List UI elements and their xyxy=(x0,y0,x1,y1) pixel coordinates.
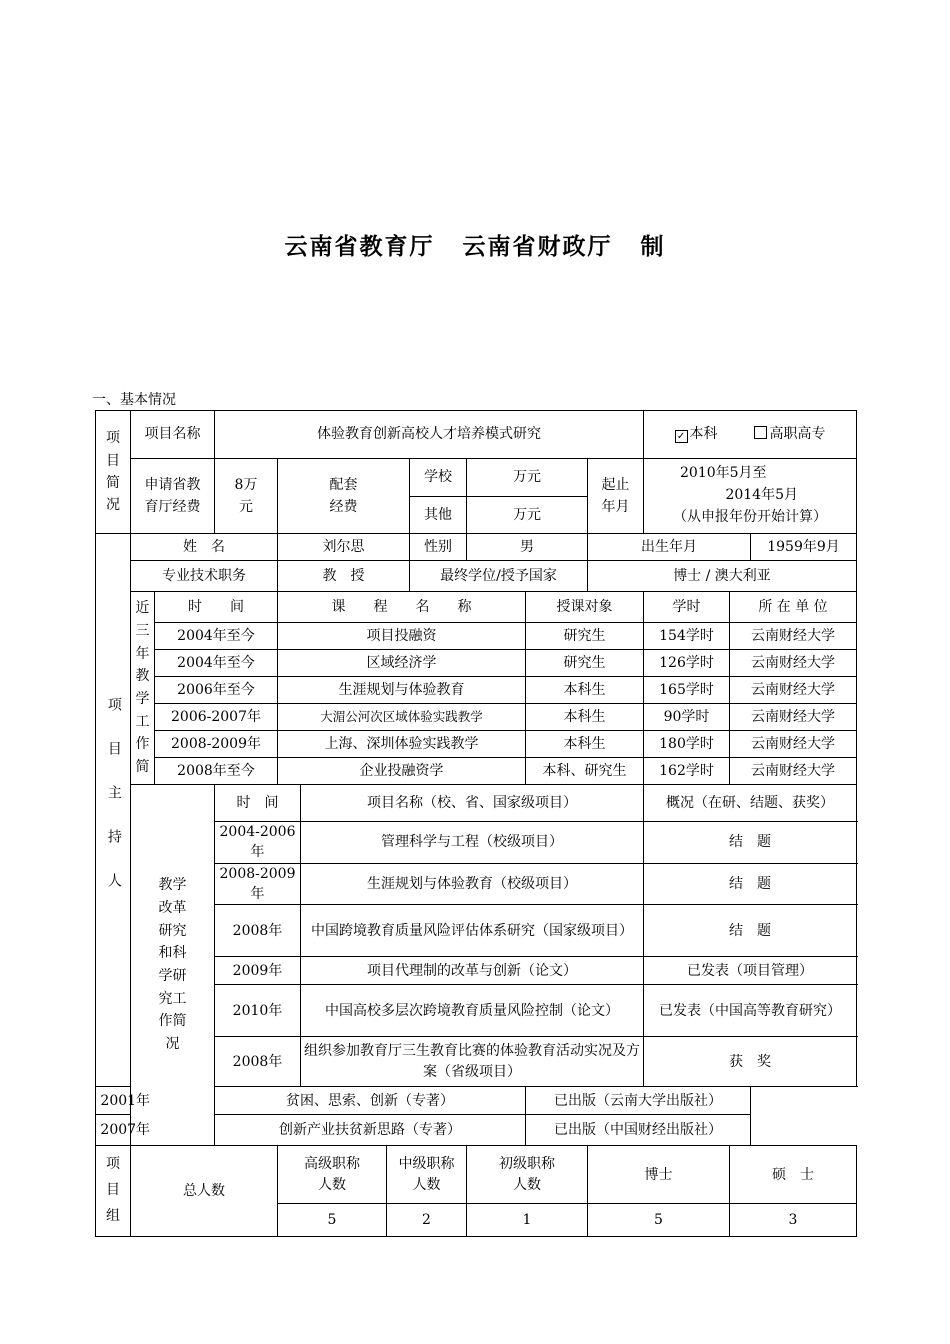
teaching-hours: 162学时 xyxy=(644,758,730,785)
research-name: 中国高校多层次跨境教育质量风险控制（论文） xyxy=(301,985,644,1037)
research-name: 项目代理制的改革与创新（论文） xyxy=(301,957,644,985)
teaching-hours: 90学时 xyxy=(644,704,730,731)
teaching-header-time: 时 间 xyxy=(155,592,278,623)
table-row xyxy=(96,731,857,758)
unchecked-checkbox-icon xyxy=(754,426,767,439)
team-value-middle: 2 xyxy=(387,1204,467,1237)
research-status: 已发表（中国高等教育研究） xyxy=(644,985,857,1037)
research-header-time: 时 间 xyxy=(215,785,301,822)
team-value-senior: 5 xyxy=(278,1204,387,1237)
gender-value: 男 xyxy=(467,534,588,561)
research-time: 2008-2009年 xyxy=(215,863,301,905)
period-label: 起止年月 xyxy=(588,459,644,534)
teaching-target: 研究生 xyxy=(526,623,644,650)
teaching-course: 上海、深圳体验实践教学 xyxy=(278,731,526,758)
project-name-value: 体验教育创新高校人才培养模式研究 xyxy=(215,411,644,459)
checked-checkbox-icon: ✓ xyxy=(675,430,688,443)
degree-value: 博士 / 澳大利亚 xyxy=(588,561,857,592)
teaching-unit: 云南财经大学 xyxy=(730,758,857,785)
research-status: 获 奖 xyxy=(644,1037,857,1087)
professional-title-value: 教 授 xyxy=(278,561,410,592)
research-time: 2008年 xyxy=(215,905,301,957)
type-unchecked-label: 高职高专 xyxy=(769,426,826,443)
teaching-time: 2008年至今 xyxy=(155,758,278,785)
research-status: 结 题 xyxy=(644,863,857,905)
school-label: 学校 xyxy=(410,459,467,497)
teaching-hours: 165学时 xyxy=(644,677,730,704)
title-suffix: 制 xyxy=(640,233,666,260)
research-status: 已发表（项目管理） xyxy=(644,957,857,985)
research-status: 已出版（中国财经出版社） xyxy=(526,1115,751,1146)
research-time: 2007年 xyxy=(96,1115,155,1146)
teaching-unit: 云南财经大学 xyxy=(730,623,857,650)
research-name: 贫困、思索、创新（专著） xyxy=(215,1087,526,1115)
basic-info-table xyxy=(95,410,857,1237)
teaching-hours: 180学时 xyxy=(644,731,730,758)
teaching-header-hours: 学时 xyxy=(644,592,730,623)
school-value: 万元 xyxy=(467,459,588,497)
teaching-course: 区域经济学 xyxy=(278,650,526,677)
teaching-unit: 云南财经大学 xyxy=(730,731,857,758)
org-education-dept: 云南省教育厅 xyxy=(284,233,435,260)
funds-label: 申请省教育厅经费 xyxy=(131,459,215,534)
gender-label: 性别 xyxy=(410,534,467,561)
team-header-junior: 初级职称人数 xyxy=(467,1146,588,1204)
research-label: 教学改革研究和科学研究工作简况 xyxy=(131,785,215,1146)
host-name-label: 姓 名 xyxy=(131,534,278,561)
funds-value: 8万元 xyxy=(215,459,278,534)
team-value-master: 3 xyxy=(730,1204,857,1237)
team-value-junior: 1 xyxy=(467,1204,588,1237)
research-name: 生涯规划与体验教育（校级项目） xyxy=(301,863,644,905)
team-value-phd: 5 xyxy=(588,1204,730,1237)
research-name: 中国跨境教育质量风险评估体系研究（国家级项目） xyxy=(301,905,644,957)
teaching-course: 生涯规划与体验教育 xyxy=(278,677,526,704)
research-status: 结 题 xyxy=(644,822,857,864)
project-name-label: 项目名称 xyxy=(131,411,215,459)
teaching-time: 2004年至今 xyxy=(155,623,278,650)
teaching-course: 大湄公河次区域体验实践教学 xyxy=(278,704,526,731)
teaching-time: 2006年至今 xyxy=(155,677,278,704)
teaching-time: 2008-2009年 xyxy=(155,731,278,758)
period-value: 2010年5月至 2014年5月 （从申报年份开始计算） xyxy=(644,459,857,534)
research-time: 2008年 xyxy=(215,1037,301,1087)
overview-group-label: 项目简况 xyxy=(96,411,131,534)
teaching-header-target: 授课对象 xyxy=(526,592,644,623)
table-row xyxy=(96,650,857,677)
document-title xyxy=(0,228,950,261)
birth-value: 1959年9月 xyxy=(751,534,857,561)
table-row xyxy=(96,704,857,731)
team-header-master: 硕 士 xyxy=(730,1146,857,1204)
other-value: 万元 xyxy=(467,497,588,534)
host-group-label: 项目主持人 xyxy=(96,534,131,1087)
research-header-name: 项目名称（校、省、国家级项目） xyxy=(301,785,644,822)
project-type xyxy=(644,411,857,459)
research-header-status: 概况（在研、结题、获奖） xyxy=(644,785,857,822)
research-name: 组织参加教育厅三生教育比赛的体验教育活动实况及方案（省级项目） xyxy=(301,1037,644,1087)
teaching-target: 本科生 xyxy=(526,731,644,758)
teaching-target: 研究生 xyxy=(526,650,644,677)
teaching-unit: 云南财经大学 xyxy=(730,677,857,704)
research-name: 创新产业扶贫新思路（专著） xyxy=(215,1115,526,1146)
teaching-unit: 云南财经大学 xyxy=(730,650,857,677)
professional-title-label: 专业技术职务 xyxy=(131,561,278,592)
teaching-target: 本科生 xyxy=(526,704,644,731)
teaching-unit: 云南财经大学 xyxy=(730,704,857,731)
org-finance-dept: 云南省财政厅 xyxy=(462,233,613,260)
table-row xyxy=(96,677,857,704)
teaching-time: 2006-2007年 xyxy=(155,704,278,731)
team-header-phd: 博士 xyxy=(588,1146,730,1204)
degree-label: 最终学位/授予国家 xyxy=(410,561,588,592)
research-name: 管理科学与工程（校级项目） xyxy=(301,822,644,864)
team-header-total: 总人数 xyxy=(131,1146,278,1237)
host-name-value: 刘尔思 xyxy=(278,534,410,561)
research-time: 2004-2006年 xyxy=(215,822,301,864)
research-time: 2010年 xyxy=(215,985,301,1037)
table-row xyxy=(96,758,857,785)
teaching-target: 本科生 xyxy=(526,677,644,704)
research-time: 2009年 xyxy=(215,957,301,985)
type-checked-label: 本科 xyxy=(689,426,718,443)
research-status: 已出版（云南大学出版社） xyxy=(526,1087,751,1115)
teaching-course: 企业投融资学 xyxy=(278,758,526,785)
teaching-course: 项目投融资 xyxy=(278,623,526,650)
teaching-header-unit: 所 在 单 位 xyxy=(730,592,857,623)
research-status: 结 题 xyxy=(644,905,857,957)
team-group-label: 项目组 xyxy=(96,1146,131,1237)
research-time: 2001年 xyxy=(96,1087,155,1115)
teaching-header-course: 课 程 名 称 xyxy=(278,592,526,623)
teaching-target: 本科、研究生 xyxy=(526,758,644,785)
teaching-time: 2004年至今 xyxy=(155,650,278,677)
table-row xyxy=(96,623,857,650)
team-header-middle: 中级职称人数 xyxy=(387,1146,467,1204)
teaching-hours: 126学时 xyxy=(644,650,730,677)
section-title: 一、基本情况 xyxy=(92,392,176,408)
birth-label: 出生年月 xyxy=(588,534,751,561)
teaching-hours: 154学时 xyxy=(644,623,730,650)
team-header-senior: 高级职称人数 xyxy=(278,1146,387,1204)
teaching-label: 近三年教学工作简 xyxy=(131,592,155,785)
match-funds-label: 配套经费 xyxy=(278,459,410,534)
other-label: 其他 xyxy=(410,497,467,534)
